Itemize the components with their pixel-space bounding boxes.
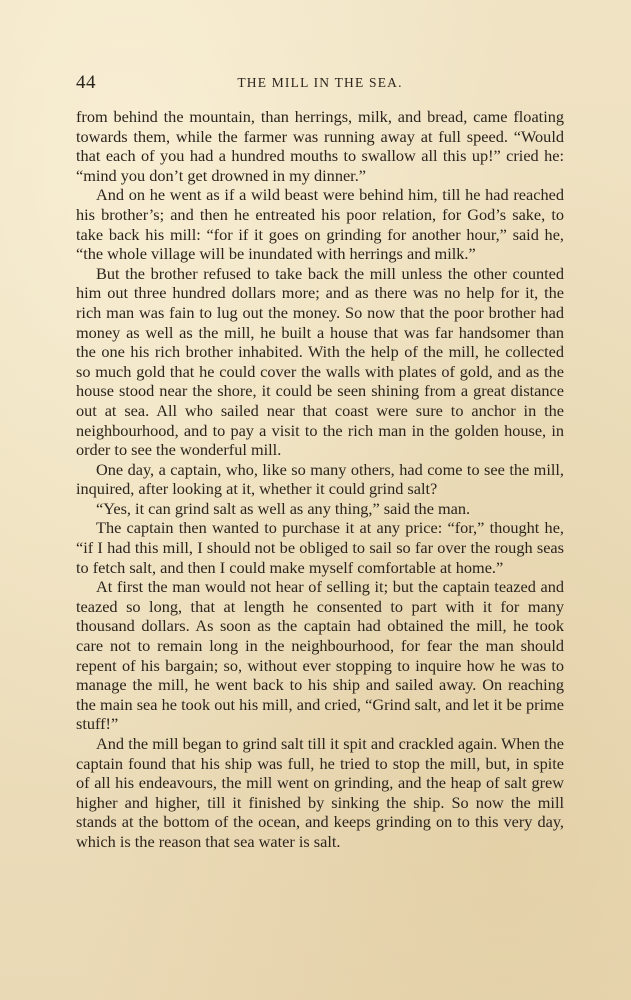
paragraph: At first the man would not hear of selling it; but the captain teazed and teazed so long, that at length he consented to part with it for many thousand dollars. As soon as the captain had obtained the mill, he took care not to remain long in the neighbourhood, for fear the man should repent of his bargain; so, without ever stopping to inquire how he was to manage the mill, he went back to his ship and sailed away. On reaching the main sea he took out his mill, and cried, “Grind salt, and let it be prime stuff!” [76,577,564,734]
paragraph: “Yes, it can grind salt as well as any thing,” said the man. [96,498,471,518]
paragraph: And on he went as if a wild beast were behind him, till he had reached his brother’s; and then he entreated his poor relation, for God’s sake, to take back his mill: “for if it goes on grinding for another hour,” said he, “the whole village will be inundated with herrings and milk.” [76,185,564,264]
body-text [76,107,564,852]
paragraph: The captain then wanted to purchase it at any price: “for,” thought he, “if I had this mill, I should not be obliged to sail so far over the rough seas to fetch salt, and then I could make myself comfortable at home.” [76,518,564,577]
page-header [76,72,564,94]
running-title: THE MILL IN THE SEA. [237,75,403,90]
paragraph: from behind the mountain, than herrings, milk, and bread, came floating towards them, while the farmer was running away at full speed. “Would that each of you had a hundred mouths to swallow all this up!” cried he: “mind you don’t get drowned in my dinner.” [76,107,564,185]
page-number: 44 [76,72,96,93]
paragraph: One day, a captain, who, like so many others, had come to see the mill, inquired, after looking at it, whether it could grind salt? [76,459,564,499]
paragraph: And the mill began to grind salt till it spit and crackled again. When the captain found that his ship was full, he tried to stop the mill, but, in spite of all his endeavours, the mill went on grinding, and the heap of salt grew higher and higher, till it finished by sinking the ship. So now the mill stands at the bottom of the ocean, and keeps grinding on to this very day, which is the reason that sea water is salt. [76,734,564,851]
paragraph: But the brother refused to take back the mill unless the other counted him out three hundred dollars more; and as there was no help for it, the rich man was fain to lug out the money. So now that the poor brother had money as well as the mill, he built a house that was far handsomer than the one his rich brother inhabited. With the help of the mill, he collected so much gold that he could cover the walls with plates of gold, and as the house stood near the shore, it could be seen shining from a great distance out at sea. All who sailed near that coast were sure to anchor in the neighbourhood, and to pay a visit to the rich man in the golden house, in order to see the wonderful mill. [76,263,564,460]
